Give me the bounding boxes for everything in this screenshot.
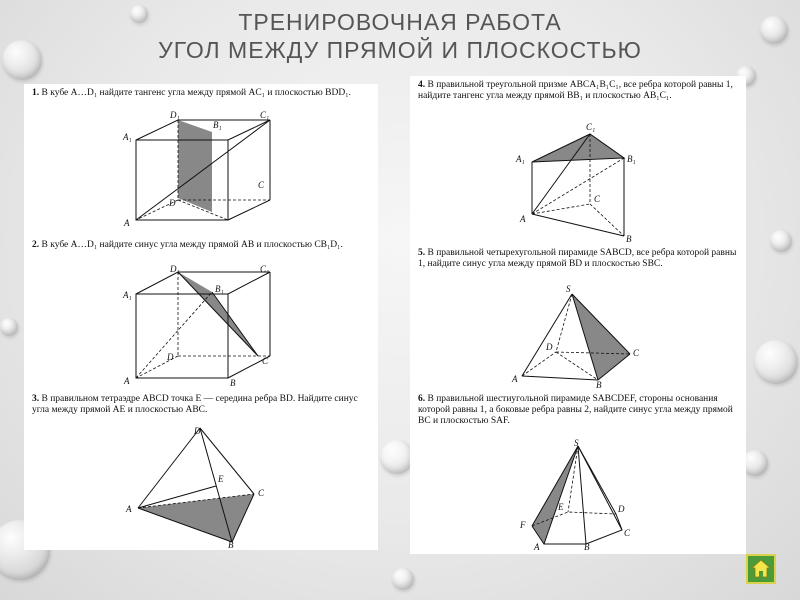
bubble-decoration (754, 340, 798, 384)
problem-3-statement: В правильном тетраэдре ABCD точка E — середина ребра BD. Найдите синус угла между прямой AE и плоскостью ABC. (32, 394, 358, 415)
problem-2-cube-figure (120, 264, 280, 388)
bubble-decoration (392, 568, 414, 590)
problem-4-statement: В правильной треугольной призме ABCA₁B₁C₁, все ребра которой равны 1, найдите тангенс угла между прямой BB₁ и плоскостью AB₁C₁. (418, 80, 733, 101)
right-worksheet-panel (410, 76, 746, 554)
problem-6-text (418, 394, 738, 427)
problem-1-text (32, 88, 368, 99)
label-A: A (520, 214, 526, 224)
label-C1: C₁ (260, 110, 270, 120)
shaded-face (572, 294, 630, 380)
label-D1: D₁ (170, 264, 180, 274)
label-A: A (512, 374, 518, 384)
label-B: B (596, 380, 602, 388)
home-button[interactable] (746, 554, 776, 584)
label-B1: B₁ (627, 154, 636, 164)
label-C: C (624, 528, 631, 538)
bubble-decoration (0, 318, 18, 336)
label-D: D (169, 198, 176, 208)
label-B1: B₁ (213, 120, 222, 130)
label-C: C (258, 180, 265, 190)
problem-6-number: 6. (418, 394, 426, 404)
label-E: E (558, 502, 564, 512)
problem-1-cube-figure (120, 110, 280, 232)
label-A: A (534, 542, 540, 550)
problem-3-text (32, 394, 368, 416)
label-A1: A₁ (123, 132, 132, 142)
problem-6-pyramid-figure (514, 438, 654, 550)
label-S: S (566, 284, 571, 294)
label-D1: D₁ (170, 110, 180, 120)
problem-6-statement: В правильной шестиугольной пирамиде SABCDEF, стороны основания которой равны 1, а боковые ребра равны 2, найдите синус угла между прямой BC и плоскостью SAF. (418, 394, 733, 426)
problem-2-number: 2. (32, 240, 40, 250)
label-A: A (124, 218, 130, 228)
problem-2-statement: В кубе A…D₁ найдите синус угла между прямой AB и плоскостью CB₁D₁. (41, 240, 343, 250)
problem-1-statement: В кубе A…D₁ найдите тангенс угла между прямой AC₁ и плоскостью BDD₁. (41, 88, 351, 98)
title-line-1: ТРЕНИРОВОЧНАЯ РАБОТА (238, 9, 562, 35)
label-C: C (258, 488, 265, 498)
label-C1: C₁ (586, 122, 596, 132)
problem-5-text (418, 248, 738, 270)
label-C: C (633, 348, 640, 358)
label-B: B (584, 542, 590, 550)
slide-title (0, 8, 800, 64)
shaded-face (532, 446, 578, 544)
shaded-section (178, 120, 212, 212)
label-A1: A₁ (123, 290, 132, 300)
label-B: B (228, 540, 234, 548)
label-E: E (218, 474, 224, 484)
label-D: D (546, 342, 553, 352)
label-A1: A₁ (516, 154, 525, 164)
label-B1: B₁ (215, 284, 224, 294)
problem-3-number: 3. (32, 394, 40, 404)
label-A: A (124, 376, 130, 386)
label-F: F (520, 520, 526, 530)
problem-2-text (32, 240, 368, 251)
label-D: D (618, 504, 625, 514)
label-C: C (262, 356, 269, 366)
label-C1: C₁ (260, 264, 270, 274)
label-D: D (194, 426, 201, 436)
problem-5-number: 5. (418, 248, 426, 258)
problem-5-pyramid-figure (506, 284, 656, 388)
left-worksheet-panel (24, 84, 378, 550)
label-B: B (230, 378, 236, 388)
problem-4-text (418, 80, 738, 102)
bubble-decoration (770, 230, 792, 252)
problem-3-tetrahedron-figure (124, 424, 284, 548)
problem-4-number: 4. (418, 80, 426, 90)
problem-5-statement: В правильной четырехугольной пирамиде SABCD, все ребра которой равны 1, найдите синус угла между прямой BD и плоскостью SBC. (418, 248, 737, 269)
label-B: B (626, 234, 632, 244)
label-C: C (594, 194, 601, 204)
shaded-face (138, 494, 254, 542)
label-D: D (167, 352, 174, 362)
problem-1-number: 1. (32, 88, 40, 98)
home-icon (748, 556, 774, 582)
problem-4-prism-figure (510, 118, 650, 244)
title-line-2: УГОЛ МЕЖДУ ПРЯМОЙ И ПЛОСКОСТЬЮ (158, 37, 642, 63)
label-S: S (574, 438, 579, 448)
label-A: A (126, 504, 132, 514)
bubble-decoration (380, 440, 414, 474)
